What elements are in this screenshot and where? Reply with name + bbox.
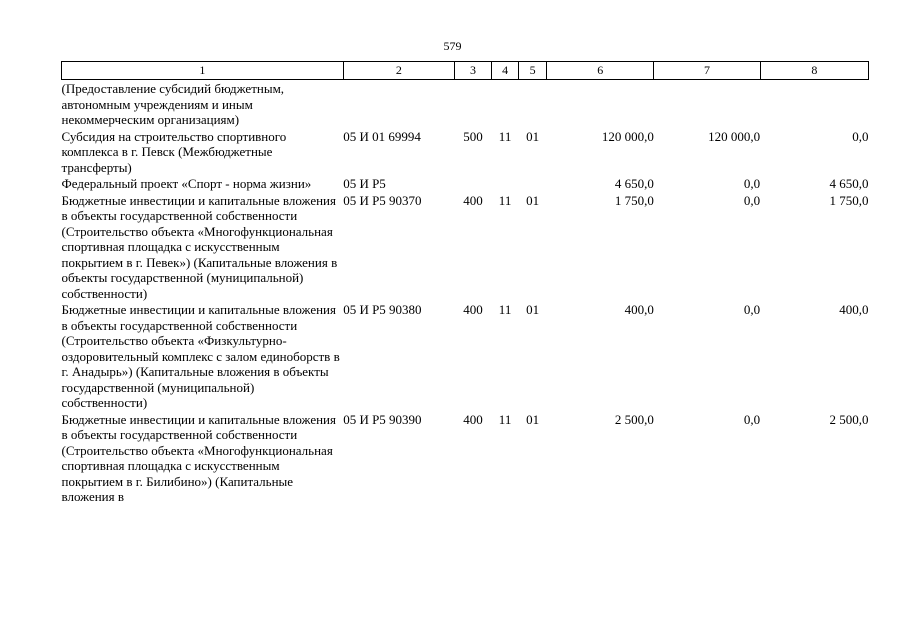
row-code: 05 И Р5	[343, 176, 386, 191]
header-cell-5: 5	[519, 62, 547, 80]
header-row	[62, 62, 869, 80]
row-name: Федеральный проект «Спорт - норма жизни»	[61, 176, 312, 191]
row-vr	[454, 175, 491, 192]
page-number: 579	[443, 39, 462, 53]
row-pr	[519, 175, 547, 192]
budget-table	[61, 61, 869, 505]
row-code: 05 И 01 69994	[343, 128, 421, 144]
header-cell-1: 1	[62, 62, 344, 80]
row-code: 05 И Р5 90390	[343, 411, 422, 427]
row-code	[343, 80, 454, 128]
row-value-1: 400,0	[624, 302, 654, 317]
row-name: (Предоставление субсидий бюджетным, автономным учреждениям и иным некоммерческим организациям)	[61, 81, 285, 127]
row-code: 05 И Р5 90380	[343, 302, 422, 317]
row-pr	[519, 80, 547, 128]
row-pr: 01	[526, 128, 540, 144]
row-value-1: 1 750,0	[614, 192, 654, 208]
row-name: Бюджетные инвестиции и капитальные вложения в объекты государственной собственности (Строительство объекта «Многофункциональная спортивная площадка с искусственным покрытием в г. Билибино») (Капитальные вложения в	[61, 411, 336, 504]
row-pr: 01	[526, 192, 540, 208]
row-value-3: 0,0	[852, 128, 869, 144]
row-value-2: 120 000,0	[708, 128, 761, 144]
header-cell-8: 8	[760, 62, 868, 80]
header-cell-3: 3	[454, 62, 491, 80]
row-pr: 01	[526, 411, 540, 427]
table-row	[62, 192, 869, 302]
row-rz: 11	[498, 192, 512, 208]
row-name: Бюджетные инвестиции и капитальные вложения в объекты государственной собственности (Строительство объекта «Физкультурно-оздоровительный комплекс с залом единоборств в г. Анадырь») (Капитальные вложения в объекты государственной (муниципальной) собственности)	[61, 302, 340, 410]
row-vr: 400	[463, 192, 483, 208]
row-vr: 400	[463, 411, 483, 427]
row-value-1	[547, 80, 654, 128]
header-cell-6: 6	[547, 62, 654, 80]
row-rz: 11	[498, 302, 512, 317]
row-value-3: 400,0	[839, 302, 869, 317]
row-value-3	[760, 80, 868, 128]
row-value-1: 120 000,0	[601, 128, 654, 144]
row-name: Бюджетные инвестиции и капитальные вложения в объекты государственной собственности (Строительство объекта «Многофункциональная спортивная площадка с искусственным покрытием в г. Певек») (Капитальные вложения в объекты государственной (муниципальной) собственности)	[61, 192, 338, 301]
header-cell-2: 2	[343, 62, 454, 80]
row-rz	[492, 175, 519, 192]
row-value-2: 0,0	[743, 302, 761, 317]
row-value-3: 1 750,0	[829, 192, 869, 208]
row-vr: 400	[463, 302, 483, 317]
row-value-2: 0,0	[743, 411, 761, 427]
row-value-2	[654, 80, 760, 128]
table-row	[62, 301, 869, 411]
row-vr	[454, 80, 491, 128]
row-value-1: 4 650,0	[614, 176, 654, 191]
table-row	[62, 128, 869, 176]
row-value-3: 4 650,0	[829, 176, 869, 191]
row-code: 05 И Р5 90370	[343, 192, 422, 208]
row-pr: 01	[526, 302, 540, 317]
row-value-3: 2 500,0	[829, 411, 869, 427]
table-row	[62, 175, 869, 192]
row-vr: 500	[463, 128, 483, 144]
row-value-2: 0,0	[743, 192, 761, 208]
row-rz: 11	[498, 128, 512, 144]
row-name: Субсидия на строительство спортивного комплекса в г. Певск (Межбюджетные трансферты)	[61, 128, 287, 175]
row-rz: 11	[498, 411, 512, 427]
row-value-1: 2 500,0	[614, 411, 654, 427]
row-value-2: 0,0	[743, 176, 761, 191]
row-rz	[492, 80, 519, 128]
table-row	[62, 411, 869, 505]
header-cell-4: 4	[492, 62, 519, 80]
header-cell-7: 7	[654, 62, 760, 80]
table-row	[62, 80, 869, 128]
